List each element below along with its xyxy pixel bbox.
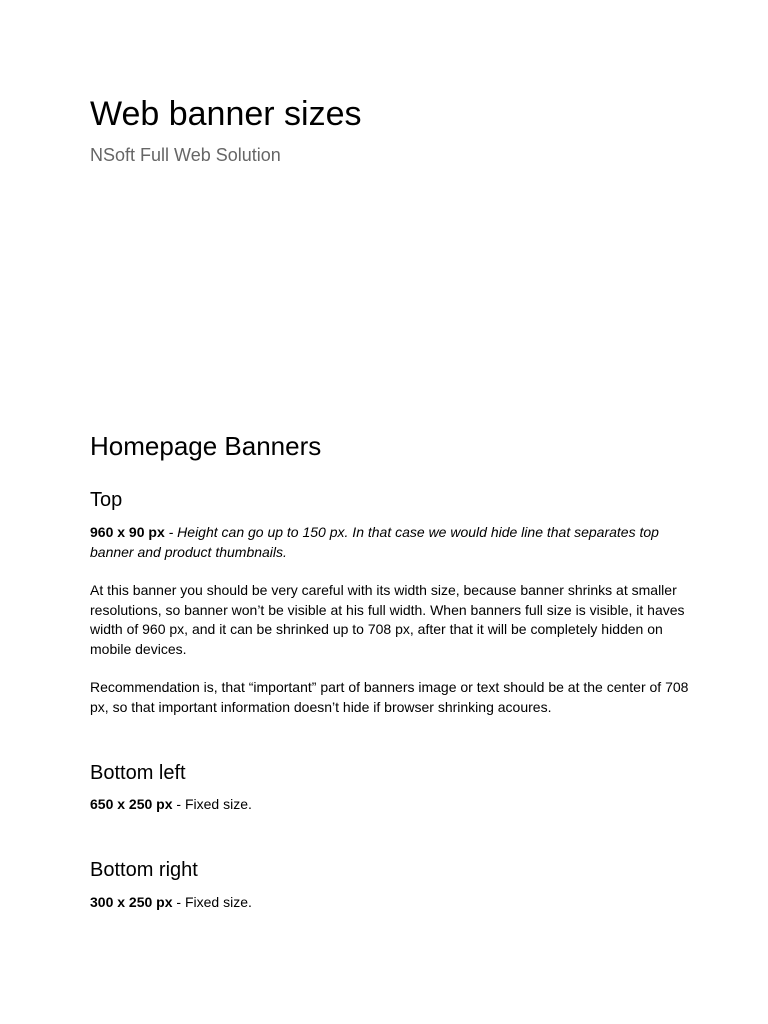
top-size-note: - Height can go up to 150 px. In that case we would hide line that separates top banner and product thumbnails. <box>90 524 659 560</box>
document-subtitle: NSoft Full Web Solution <box>90 145 281 165</box>
document-title: Web banner sizes <box>90 95 362 133</box>
bottom-right-size-line <box>90 893 690 913</box>
subheading-bottom-right: Bottom right <box>90 859 198 881</box>
top-paragraph-recommendation: Recommendation is, that “important” part of banners image or text should be at the center of 708 px, so that important information doesn’t hide if browser shrinking acoures. <box>90 679 689 715</box>
bottom-left-size-note: - Fixed size. <box>172 796 252 812</box>
top-size-line <box>90 523 690 562</box>
subheading-top: Top <box>90 489 123 511</box>
bottom-left-size-value: 650 x 250 px <box>90 796 173 812</box>
section-heading-homepage-banners: Homepage Banners <box>90 431 322 461</box>
bottom-left-size-line <box>90 795 690 815</box>
top-size-value: 960 x 90 px <box>90 524 165 540</box>
bottom-right-size-value: 300 x 250 px <box>90 894 173 910</box>
top-paragraph-width: At this banner you should be very careful with its width size, because banner shrinks at smaller resolutions, so banner won’t be visible at his full width. When banners full size is visible, it haves width of 960 px, and it can be shrinked up to 708 px, after that it will be completely hidden on mobile devices. <box>90 582 685 657</box>
subheading-bottom-left: Bottom left <box>90 762 186 784</box>
bottom-right-size-note: - Fixed size. <box>172 894 252 910</box>
